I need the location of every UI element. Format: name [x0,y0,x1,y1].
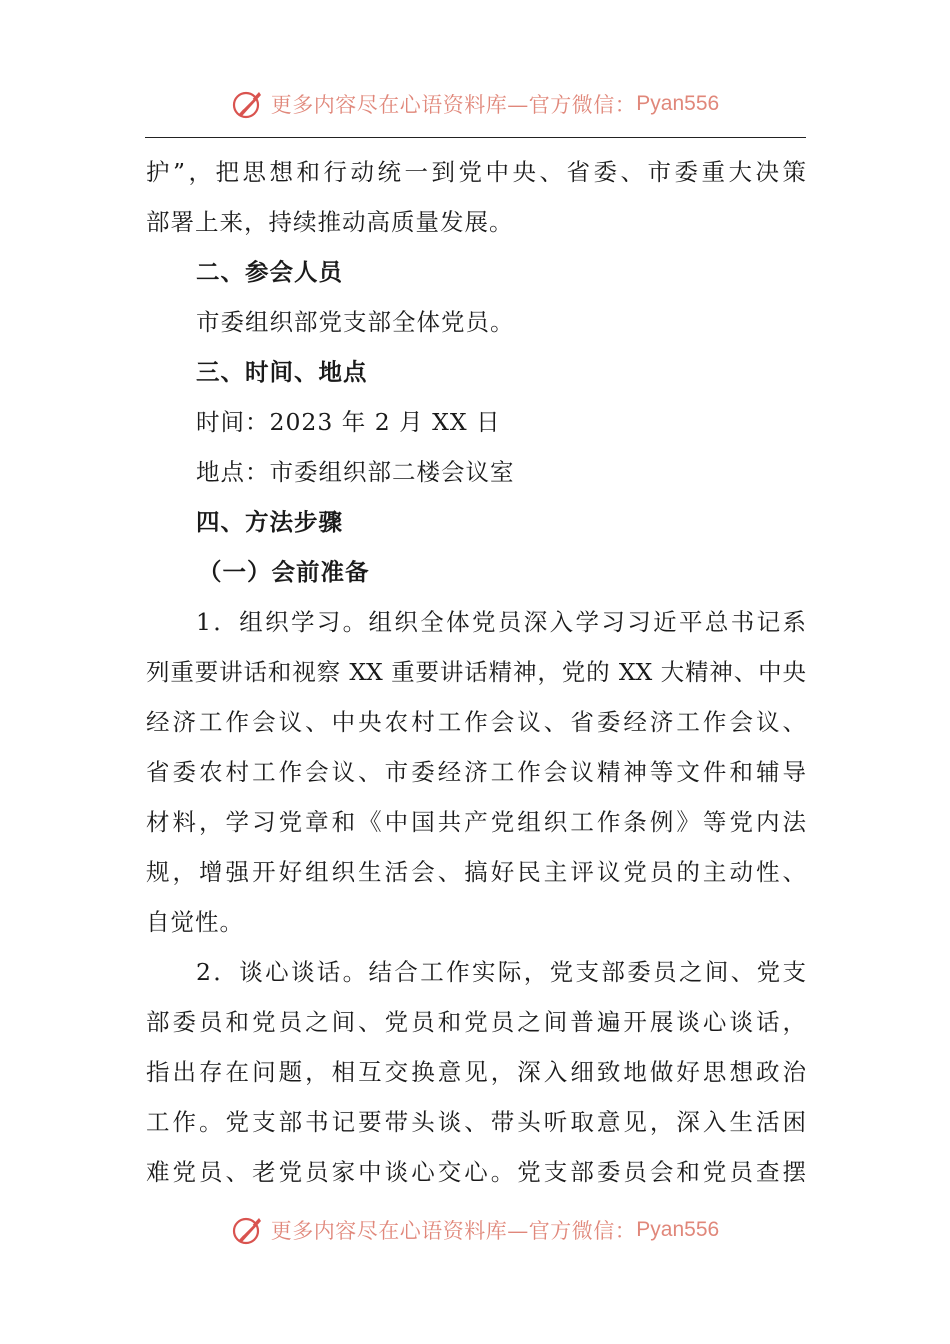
text-line: 护”，把思想和行动统一到党中央、省委、市委重大决策 [146,158,806,186]
text-line: 部署上来，持续推动高质量发展。 [146,208,514,236]
footer-banner [0,1210,950,1250]
quill-pen-icon [231,1213,265,1247]
header-banner [0,84,950,124]
banner-wechat-id: Pyan556 [636,1218,720,1241]
text-line: 省委农村工作会议、市委经济工作会议精神等文件和辅导 [146,758,806,786]
section-heading: 三、时间、地点 [196,358,368,386]
text-line: 时间：2023 年 2 月 XX 日 [196,408,501,436]
text-line: 指出存在问题，相互交换意见，深入细致地做好思想政治 [146,1058,806,1086]
text-line: 列重要讲话和视察 XX 重要讲话精神，党的 XX 大精神、中央 [146,658,806,686]
banner-text: 更多内容尽在心语资料库—官方微信： [270,1219,637,1243]
text-line: 1．组织学习。组织全体党员深入学习习近平总书记系 [196,608,806,636]
text-line: 2．谈心谈话。结合工作实际，党支部委员之间、党支 [196,958,806,986]
banner-wechat-id: Pyan556 [636,92,720,115]
quill-pen-icon [231,87,265,121]
text-line: 自觉性。 [146,908,244,936]
document-body [146,147,806,1197]
header-rule [145,137,806,138]
text-line: 部委员和党员之间、党员和党员之间普遍开展谈心谈话， [146,1008,806,1036]
section-heading: 四、方法步骤 [196,508,343,536]
text-line: 难党员、老党员家中谈心交心。党支部委员会和党员查摆 [146,1158,806,1186]
text-line: 地点：市委组织部二楼会议室 [196,458,515,486]
text-line: 规，增强开好组织生活会、搞好民主评议党员的主动性、 [146,858,806,886]
text-line: 市委组织部党支部全体党员。 [196,308,515,336]
text-line: 经济工作会议、中央农村工作会议、省委经济工作会议、 [146,708,806,736]
text-line: 材料，学习党章和《中国共产党组织工作条例》等党内法 [146,808,806,836]
text-line: 工作。党支部书记要带头谈、带头听取意见，深入生活困 [146,1108,806,1136]
section-heading: 二、参会人员 [196,258,343,286]
banner-text: 更多内容尽在心语资料库—官方微信： [270,93,637,117]
subsection-heading: （一）会前准备 [198,558,370,586]
